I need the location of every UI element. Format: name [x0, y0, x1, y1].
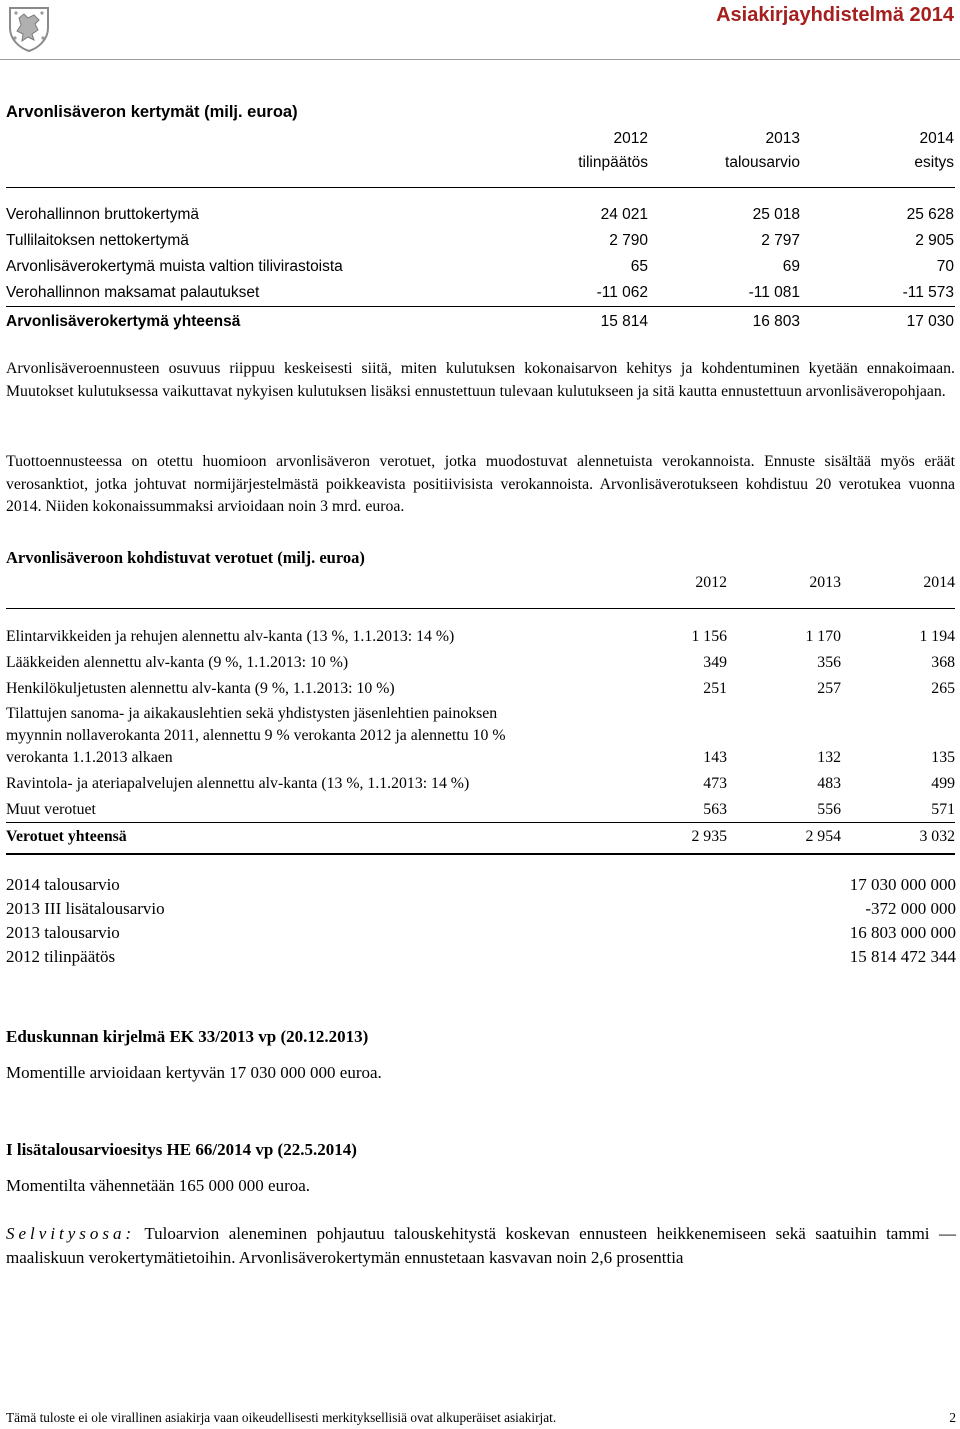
table-cell: 25 018: [752, 206, 800, 223]
table-row-label: Elintarvikkeiden ja rehujen alennettu alv-kanta (13 %, 1.1.2013: 14 %): [6, 628, 455, 645]
table-row-label-line: verokanta 1.1.2013 alkaen: [6, 749, 173, 766]
table-cell: 349: [703, 654, 727, 671]
table-rule: [6, 306, 955, 307]
col-header-year: 2014: [919, 130, 954, 147]
explanation-label: Selvitysosa:: [6, 1224, 136, 1243]
tax-subsidy-paragraph: Tuottoennusteessa on otettu huomioon arvonlisäveron verotuet, jotka muodostuvat alennetuista verokannoista. Ennuste sisältää myös eräät verosanktiot, jotka johtuvat normijärjestelmästä poikkeavista positiivisista verokannoista. Arvonlisäverotukseen kohdistuu 20 verotukea vuonna 2014. Niiden kokonaissummaksi arvioidaan noin 3 mrd. euroa.: [6, 453, 955, 515]
table-cell: -11 081: [748, 284, 800, 301]
budget-label: 2012 tilinpäätös: [6, 947, 116, 966]
budget-label: 2013 talousarvio: [6, 923, 120, 942]
table-cell: 563: [703, 801, 727, 818]
col-header-year: 2012: [613, 130, 648, 147]
table-rule: [6, 822, 955, 823]
table-cell: 499: [931, 775, 955, 792]
table-total-cell: 16 803: [752, 313, 800, 330]
table-row-label: Lääkkeiden alennettu alv-kanta (9 %, 1.1.2013: 10 %): [6, 654, 349, 671]
table-cell: 1 194: [919, 628, 955, 645]
supplementary-heading: I lisätalousarvioesitys HE 66/2014 vp (22.5.2014): [6, 1140, 357, 1159]
table-rule-bottom: [6, 853, 955, 855]
table-row-label: Muut verotuet: [6, 801, 96, 818]
parliament-text: Momentille arvioidaan kertyvän 17 030 000 000 euroa.: [6, 1063, 382, 1082]
table-total-label: Arvonlisäverokertymä yhteensä: [6, 313, 241, 330]
explanation-paragraph: [6, 1222, 956, 1270]
table-cell: 65: [630, 258, 648, 275]
table-cell: 1 156: [691, 628, 727, 645]
table-cell: 368: [931, 654, 955, 671]
table-row-label: Verohallinnon bruttokertymä: [6, 206, 200, 223]
table-total-cell: 2 954: [805, 828, 841, 845]
col-header-year: 2013: [809, 574, 841, 591]
footer-text: Tämä tuloste ei ole virallinen asiakirja vaan oikeudellisesti merkityksellisiä ovat alkuperäiset asiakirjat.: [6, 1410, 557, 1425]
budget-value: 15 814 472 344: [849, 947, 956, 966]
table-row-label: Henkilökuljetusten alennettu alv-kanta (9 %, 1.1.2013: 10 %): [6, 680, 395, 697]
table-cell: 69: [782, 258, 800, 275]
supplementary-text: Momentilta vähennetään 165 000 000 euroa.: [6, 1176, 311, 1195]
col-header-year: 2012: [695, 574, 727, 591]
tax-reliefs-title: Arvonlisäveroon kohdistuvat verotuet (milj. euroa): [6, 548, 365, 567]
table-cell: 257: [817, 680, 841, 697]
table-rule: [6, 187, 955, 188]
budget-label: 2014 talousarvio: [6, 875, 120, 894]
table-cell: -11 062: [596, 284, 648, 301]
table-cell: 2 790: [609, 232, 648, 249]
table-cell: 70: [936, 258, 954, 275]
table-cell: 132: [817, 749, 841, 766]
table-cell: 571: [931, 801, 955, 818]
table-row-label: Ravintola- ja ateriapalvelujen alennettu alv-kanta (13 %, 1.1.2013: 14 %): [6, 775, 470, 792]
table-cell: -11 573: [902, 284, 954, 301]
table-row-label: Tullilaitoksen nettokertymä: [6, 232, 189, 249]
col-header-year: 2013: [765, 130, 800, 147]
table-cell: 2 797: [761, 232, 800, 249]
parliament-heading: Eduskunnan kirjelmä EK 33/2013 vp (20.12.2013): [6, 1027, 369, 1046]
forecast-paragraph: Arvonlisäveroennusteen osuvuus riippuu keskeisesti siitä, miten kulutuksen kokonaisarvon kehitys ja kohdentuminen kyetään ennakoimaan. Muutokset kulutuksessa vaikuttavat nykyisen kulutuksen lisäksi ennustettuun tulevaan kulutukseen ja sitä kautta ennustettuun arvonlisäveropohjaan.: [6, 360, 955, 400]
budget-label: 2013 III lisätalousarvio: [6, 899, 165, 918]
table-total-cell: 15 814: [600, 313, 648, 330]
col-header-label: tilinpäätös: [578, 154, 648, 171]
col-header-label: talousarvio: [725, 154, 800, 171]
table-row-label: Verohallinnon maksamat palautukset: [6, 284, 260, 301]
table-cell: 473: [703, 775, 727, 792]
vat-revenue-title: Arvonlisäveron kertymät (milj. euroa): [6, 103, 298, 121]
table-cell: 24 021: [600, 206, 648, 223]
table-cell: 1 170: [805, 628, 841, 645]
table-rule: [6, 608, 955, 609]
table-cell: 483: [817, 775, 841, 792]
col-header-label: esitys: [914, 154, 954, 171]
table-cell: 25 628: [906, 206, 954, 223]
table-cell: 2 905: [915, 232, 954, 249]
coat-of-arms-icon: [4, 4, 54, 54]
header-divider: [0, 59, 960, 60]
table-total-cell: 3 032: [919, 828, 955, 845]
budget-value: 16 803 000 000: [849, 923, 956, 942]
table-row-label-line: myynnin nollaverokanta 2011, alennettu 9 % verokanta 2012 ja alennettu 10 %: [6, 727, 506, 744]
table-cell: 356: [817, 654, 841, 671]
table-cell: 143: [703, 749, 727, 766]
table-total-cell: 2 935: [691, 828, 727, 845]
col-header-year: 2014: [923, 574, 955, 591]
table-cell: 265: [931, 680, 955, 697]
table-row-label-line: Tilattujen sanoma- ja aikakauslehtien sekä yhdistysten jäsenlehtien painoksen: [6, 705, 498, 722]
table-cell: 556: [817, 801, 841, 818]
budget-value: 17 030 000 000: [849, 875, 956, 894]
explanation-text: Tuloarvion aleneminen pohjautuu talouskehitystä koskevan ennusteen heikkenemiseen sekä saatuihin tammi —maaliskuun verokertymätietoihin. Arvonlisäverokertymän ennustetaan kasvavan noin 2,6 prosenttia: [6, 1224, 956, 1267]
table-row-label: Arvonlisäverokertymä muista valtion tilivirastoista: [6, 258, 343, 275]
table-cell: 251: [703, 680, 727, 697]
document-title: Asiakirjayhdistelmä 2014: [716, 4, 954, 26]
table-total-cell: 17 030: [906, 313, 954, 330]
footer: [6, 1410, 956, 1426]
table-cell: 135: [931, 749, 955, 766]
budget-value: -372 000 000: [865, 899, 956, 918]
page-number: 2: [949, 1410, 956, 1425]
table-total-label: Verotuet yhteensä: [6, 828, 127, 845]
